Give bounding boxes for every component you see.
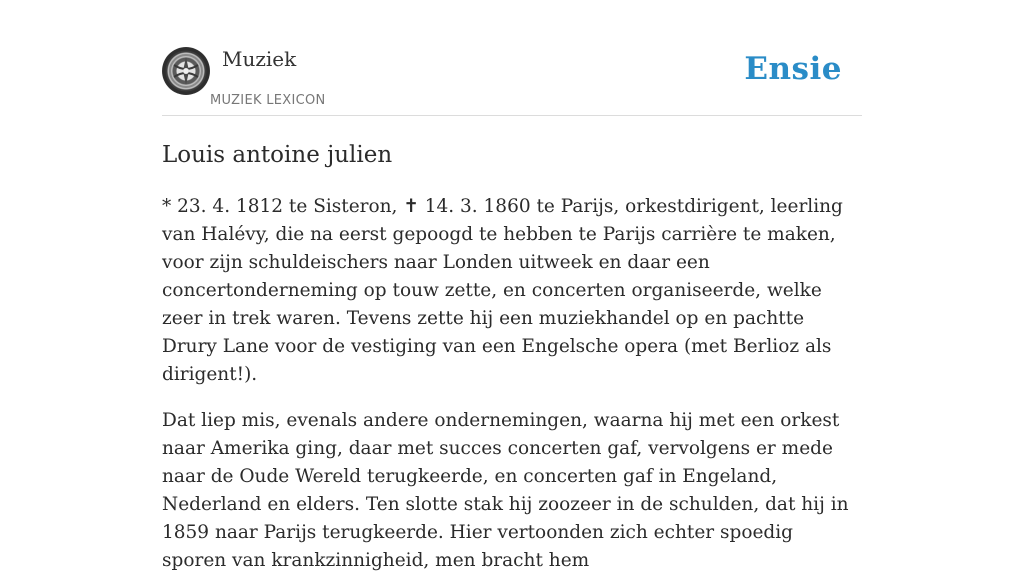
article-header (162, 0, 862, 116)
source-subtitle[interactable]: MUZIEK LEXICON (210, 93, 326, 108)
music-emblem-icon[interactable] (162, 47, 210, 95)
article-paragraph-2: Dat liep mis, evenals andere ondernemingen, waarna hij met een orkest naar Amerika ging, daar met succes concerten gaf, vervolgens er mede naar de Oude Wereld terugkeerde, en concerten gaf in Engeland, Nederland en elders. Ten slotte stak hij zoozeer in de schulden, dat hij in 1859 naar Parijs terugkeerde. Hier vertoonden zich echter spoedig sporen van krankzinnigheid, men bracht hem (162, 410, 849, 571)
brand-logo-link[interactable]: Ensie (744, 51, 842, 87)
emblem-graphic (162, 47, 210, 95)
source-name[interactable]: Muziek (222, 47, 297, 71)
article-paragraph-1: * 23. 4. 1812 te Sisteron, ✝ 14. 3. 1860 te Parijs, orkestdirigent, leerling van Halévy, die na eerst gepoogd te hebben te Parijs carrière te maken, voor zijn schuldeischers naar Londen uitweek en daar een concertonderneming op touw zette, en concerten organiseerde, welke zeer in trek waren. Tevens zette hij een muziekhandel op en pachtte Drury Lane voor de vestiging van een Engelsche opera (met Berlioz als dirigent!). (162, 196, 843, 385)
article-title: Louis antoine julien (162, 142, 393, 168)
article-container (162, 0, 862, 575)
